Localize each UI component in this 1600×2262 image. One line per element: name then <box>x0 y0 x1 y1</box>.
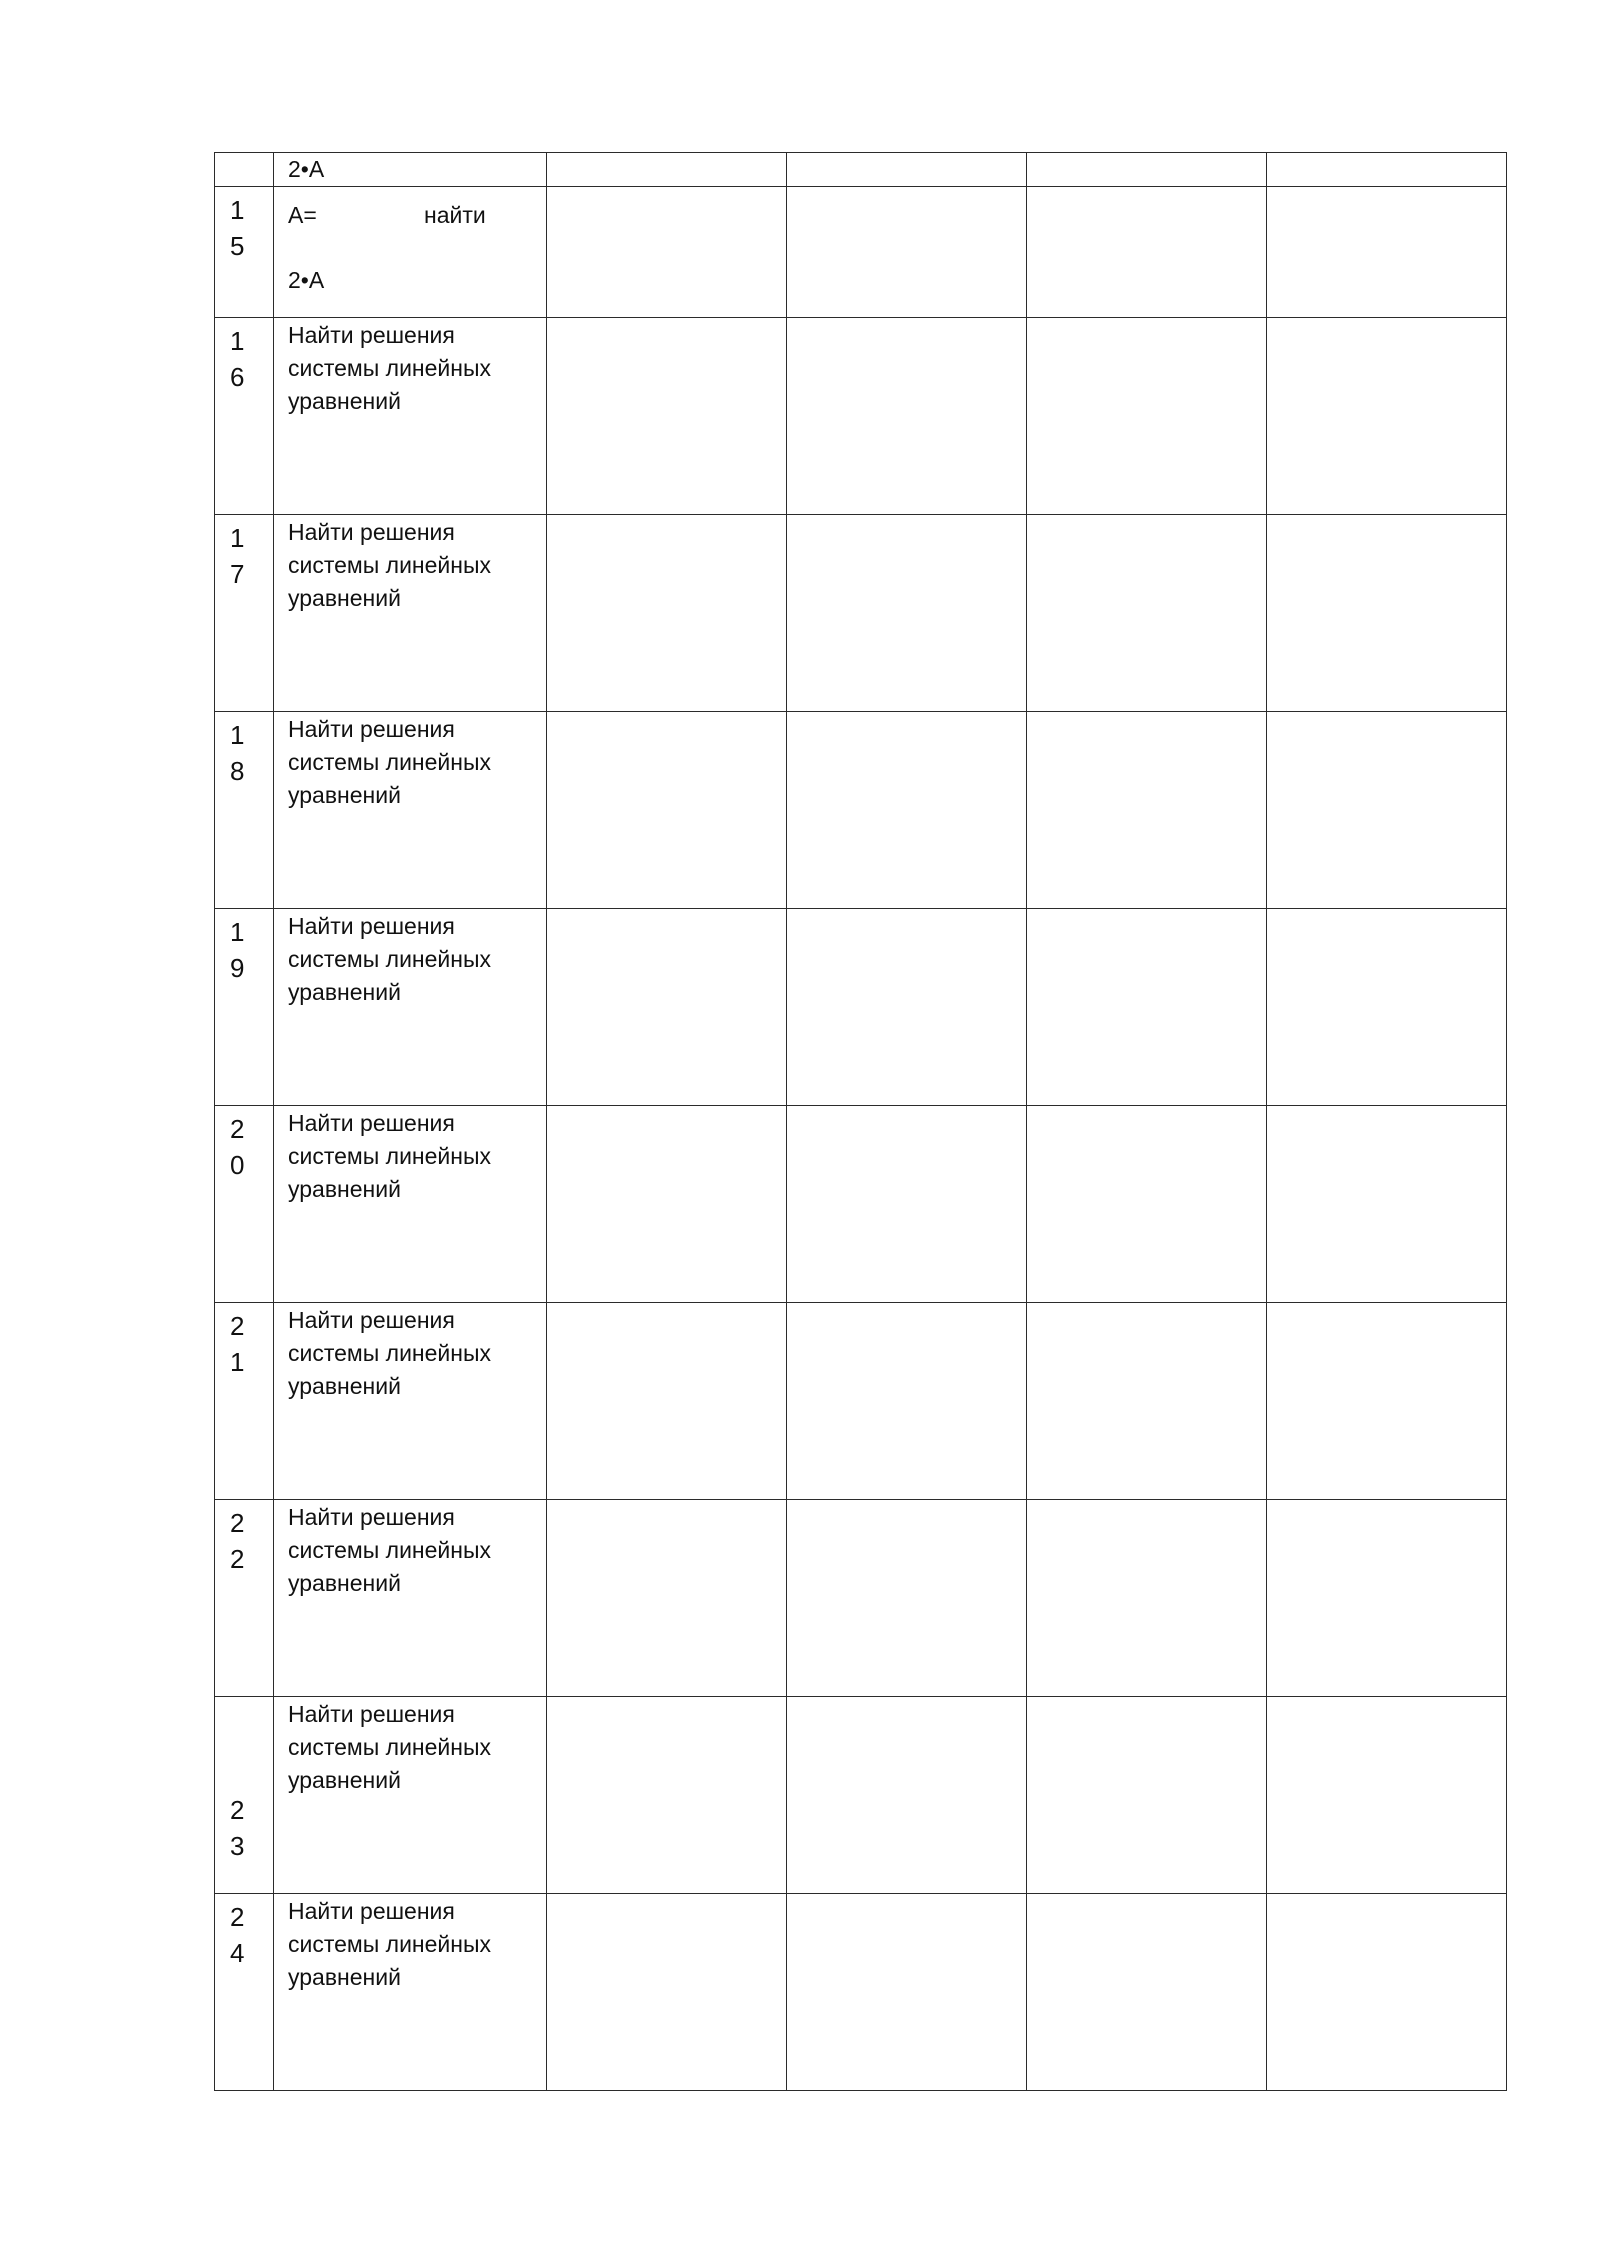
answer-cell <box>1027 187 1267 318</box>
answer-cell <box>787 1106 1027 1303</box>
task-text: Найти решения системы линейных уравнений <box>288 1307 491 1399</box>
answer-cell <box>1027 1894 1267 2091</box>
answer-cell <box>547 1894 787 2091</box>
row-number: 23 <box>230 1795 245 1861</box>
task-cell <box>274 318 547 515</box>
answer-cell <box>787 1697 1027 1894</box>
answer-cell <box>547 153 787 187</box>
number-cell <box>215 1303 274 1500</box>
row-number: 16 <box>230 326 245 392</box>
answer-cell <box>1027 153 1267 187</box>
number-cell <box>215 1697 274 1894</box>
answer-cell <box>1027 1697 1267 1894</box>
number-cell <box>215 318 274 515</box>
answer-cell <box>787 515 1027 712</box>
row-number: 15 <box>230 195 245 261</box>
row-number: 24 <box>230 1902 245 1968</box>
table-row <box>215 1500 1507 1697</box>
find-label: найти <box>424 202 486 228</box>
answer-cell <box>1027 318 1267 515</box>
answer-cell <box>787 1894 1027 2091</box>
answer-cell <box>547 515 787 712</box>
task-cell <box>274 515 547 712</box>
row-number: 18 <box>230 720 245 786</box>
answer-cell <box>1027 909 1267 1106</box>
answer-cell <box>547 1500 787 1697</box>
number-cell <box>215 712 274 909</box>
number-cell <box>215 1106 274 1303</box>
row-number: 19 <box>230 917 245 983</box>
task-text: Найти решения системы линейных уравнений <box>288 1701 491 1793</box>
row-number: 21 <box>230 1311 245 1377</box>
number-cell <box>215 515 274 712</box>
task-text: Найти решения системы линейных уравнений <box>288 1898 491 1990</box>
answer-cell <box>547 318 787 515</box>
table-row <box>215 318 1507 515</box>
table-body <box>215 153 1507 2091</box>
task-cell <box>274 187 547 318</box>
formula-text: 2•A <box>288 156 325 182</box>
answer-cell <box>1267 1303 1507 1500</box>
formula-equation <box>288 199 546 232</box>
task-text: Найти решения системы линейных уравнений <box>288 1110 491 1202</box>
number-cell <box>215 1500 274 1697</box>
answer-cell <box>1267 712 1507 909</box>
table-row <box>215 187 1507 318</box>
row-number: 17 <box>230 523 245 589</box>
answer-cell <box>547 1106 787 1303</box>
answer-cell <box>547 1303 787 1500</box>
task-cell <box>274 1303 547 1500</box>
number-cell <box>215 909 274 1106</box>
task-text: Найти решения системы линейных уравнений <box>288 716 491 808</box>
answer-cell <box>547 1697 787 1894</box>
formula-lhs: A= <box>288 202 317 228</box>
table-row <box>215 1303 1507 1500</box>
answer-cell <box>787 318 1027 515</box>
number-cell <box>215 153 274 187</box>
answer-cell <box>1267 318 1507 515</box>
task-table <box>214 152 1507 2091</box>
task-text: Найти решения системы линейных уравнений <box>288 519 491 611</box>
task-text: Найти решения системы линейных уравнений <box>288 1504 491 1596</box>
answer-cell <box>1267 187 1507 318</box>
task-cell <box>274 1697 547 1894</box>
table-row <box>215 712 1507 909</box>
row-number: 22 <box>230 1508 245 1574</box>
answer-cell <box>1027 515 1267 712</box>
table-row <box>215 1697 1507 1894</box>
table-row <box>215 1894 1507 2091</box>
answer-cell <box>1267 1894 1507 2091</box>
row-number: 20 <box>230 1114 245 1180</box>
answer-cell <box>1027 1303 1267 1500</box>
number-cell <box>215 187 274 318</box>
number-cell <box>215 1894 274 2091</box>
answer-cell <box>1267 1697 1507 1894</box>
answer-cell <box>1267 909 1507 1106</box>
table-row <box>215 515 1507 712</box>
answer-cell <box>1027 1500 1267 1697</box>
task-cell <box>274 1500 547 1697</box>
answer-cell <box>787 187 1027 318</box>
task-cell <box>274 1106 547 1303</box>
table-row <box>215 1106 1507 1303</box>
table-row <box>215 909 1507 1106</box>
answer-cell <box>787 1303 1027 1500</box>
answer-cell <box>547 909 787 1106</box>
answer-cell <box>547 187 787 318</box>
task-cell <box>274 1894 547 2091</box>
answer-cell <box>787 1500 1027 1697</box>
answer-cell <box>787 909 1027 1106</box>
answer-cell <box>1027 1106 1267 1303</box>
answer-cell <box>1027 712 1267 909</box>
task-text: Найти решения системы линейных уравнений <box>288 913 491 1005</box>
answer-cell <box>787 153 1027 187</box>
answer-cell <box>1267 153 1507 187</box>
task-cell <box>274 712 547 909</box>
table-row <box>215 153 1507 187</box>
formula-text: 2•A <box>288 267 325 293</box>
answer-cell <box>547 712 787 909</box>
answer-cell <box>1267 515 1507 712</box>
task-text: Найти решения системы линейных уравнений <box>288 322 491 414</box>
task-cell <box>274 909 547 1106</box>
answer-cell <box>1267 1500 1507 1697</box>
task-cell <box>274 153 547 187</box>
answer-cell <box>1267 1106 1507 1303</box>
answer-cell <box>787 712 1027 909</box>
